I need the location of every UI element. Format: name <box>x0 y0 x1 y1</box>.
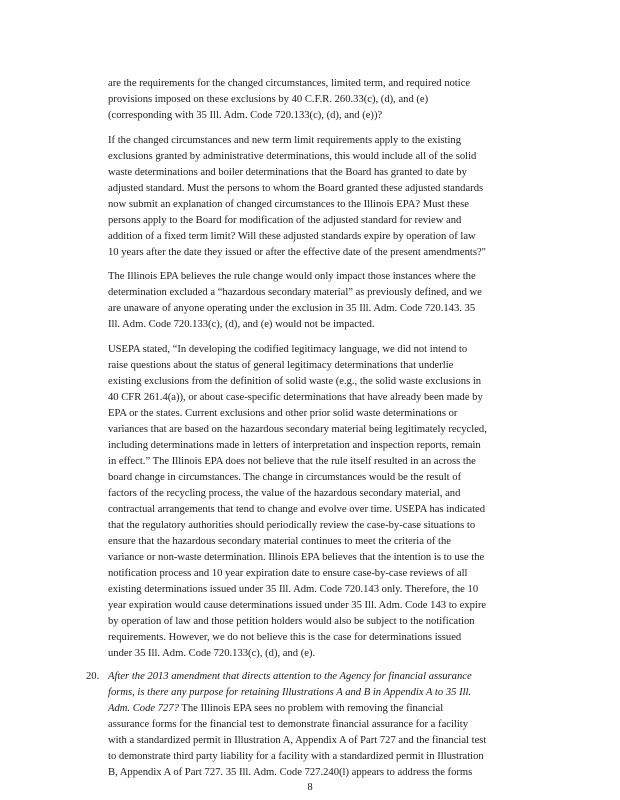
paragraph-line: Ill. Adm. Code 720.133(c), (d), and (e) would not be impacted. <box>108 319 375 330</box>
paragraph-line: USEPA stated, “In developing the codified legitimacy language, we did not intend to <box>108 344 468 355</box>
paragraph-line: under 35 Ill. Adm. Code 720.133(c), (d), and (e). <box>108 648 316 659</box>
answer-line-start: The Illinois EPA sees no problem with removing the financial <box>178 703 444 714</box>
paragraph-line: notification process and 10 year expiration date to ensure case-by-case reviews of all <box>108 568 468 579</box>
paragraph-line: existing exclusions from the definition of solid waste (e.g., the solid waste exclusions in <box>108 376 482 387</box>
paragraph-line: The Illinois EPA believes the rule change would only impact those instances where the <box>108 271 476 282</box>
paragraph-line: board change in circumstances. The change in circumstances would be the result of <box>108 472 462 483</box>
paragraph-line: addition of a fixed term limit? Will these adjusted standards expire by operation of law <box>108 231 476 242</box>
paragraph-line: are unaware of anyone operating under the exclusion in 35 Ill. Adm. Code 720.143. 35 <box>108 303 476 314</box>
paragraph-line: that the regulatory authorities should periodically review the case-by-case situations to <box>108 520 476 531</box>
question-line: After the 2013 amendment that directs attention to the Agency for financial assurance <box>108 671 472 682</box>
paragraph-line: now submit an explanation of changed circumstances to the Illinois EPA? Must these <box>108 199 469 210</box>
question-line: forms, is there any purpose for retaining Illustrations A and B in Appendix A to 35 Ill. <box>108 687 472 698</box>
paragraph-line: by operation of law and those petition holders would also be subject to the notification <box>108 616 475 627</box>
paragraph-line: waste determinations and boiler determinations that the Board has granted to date by <box>108 167 467 178</box>
paragraph-line: If the changed circumstances and new term limit requirements apply to the existing <box>108 135 462 146</box>
answer-line: to demonstrate third party liability for a facility with a standardized permit in Illustration <box>108 751 484 762</box>
answer-line: assurance forms for the financial test to demonstrate financial assurance for a facility <box>108 719 469 730</box>
paragraph-line: (corresponding with 35 Ill. Adm. Code 720.133(c), (d), and (e))? <box>108 110 383 121</box>
question-answer-line <box>108 702 443 716</box>
paragraph-line: requirements. However, we do not believe this is the case for determinations issued <box>108 632 462 643</box>
paragraph-line: provisions imposed on these exclusions by 40 C.F.R. 260.33(c), (d), and (e) <box>108 94 429 105</box>
paragraph-line: contractual arrangements that tend to change and evolve over time. USEPA has indicated <box>108 504 486 515</box>
paragraph-line: in effect.” The Illinois EPA does not believe that the rule itself resulted in an across the <box>108 456 476 467</box>
paragraph-line: raise questions about the status of general legitimacy determinations that underlie <box>108 360 454 371</box>
answer-line: B, Appendix A of Part 727. 35 Ill. Adm. Code 727.240(l) appears to address the forms <box>108 767 473 778</box>
paragraph-line: including determinations made in letters of interpretation and inspection reports, remain <box>108 440 481 451</box>
paragraph-line: variances that are based on the hazardous secondary material being legitimately recycled, <box>108 424 487 435</box>
paragraph-line: ensure that the hazardous secondary material continues to meet the criteria of the <box>108 536 451 547</box>
paragraph-line: exclusions granted by administrative determinations, this would include all of the solid <box>108 151 477 162</box>
answer-line: with a standardized permit in Illustration A, Appendix A of Part 727 and the financial test <box>108 735 487 746</box>
paragraph-line: persons apply to the Board for modification of the adjusted standard for review and <box>108 215 462 226</box>
paragraph-line: existing determinations issued under 35 Ill. Adm. Code 720.143 only. Therefore, the 10 <box>108 584 479 595</box>
paragraph-line: year expiration would cause determinations issued under 35 Ill. Adm. Code 143 to expire <box>108 600 487 611</box>
paragraph-line: determination excluded a “hazardous secondary material” as previously defined, and we <box>108 287 482 298</box>
paragraph-line: are the requirements for the changed circumstances, limited term, and required notice <box>108 78 471 89</box>
paragraph-line: 10 years after the date they issued or after the effective date of the present amendments?" <box>108 247 486 258</box>
item-number: 20. <box>86 671 100 682</box>
page-number: 8 <box>307 782 313 793</box>
paragraph-line: adjusted standard. Must the persons to whom the Board granted these adjusted standards <box>108 183 484 194</box>
paragraph-line: variance or non-waste determination. Illinois EPA believes that the intention is to use the <box>108 552 485 563</box>
paragraph-line: 40 CFR 261.4(a)), or about case-specific determinations that have already been made by <box>108 392 483 403</box>
paragraph-line: factors of the recycling process, the value of the hazardous secondary material, and <box>108 488 461 499</box>
paragraph-line: EPA or the states. Current exclusions and other prior solid waste determinations or <box>108 408 458 419</box>
question-line-end: Adm. Code 727? <box>108 703 179 714</box>
